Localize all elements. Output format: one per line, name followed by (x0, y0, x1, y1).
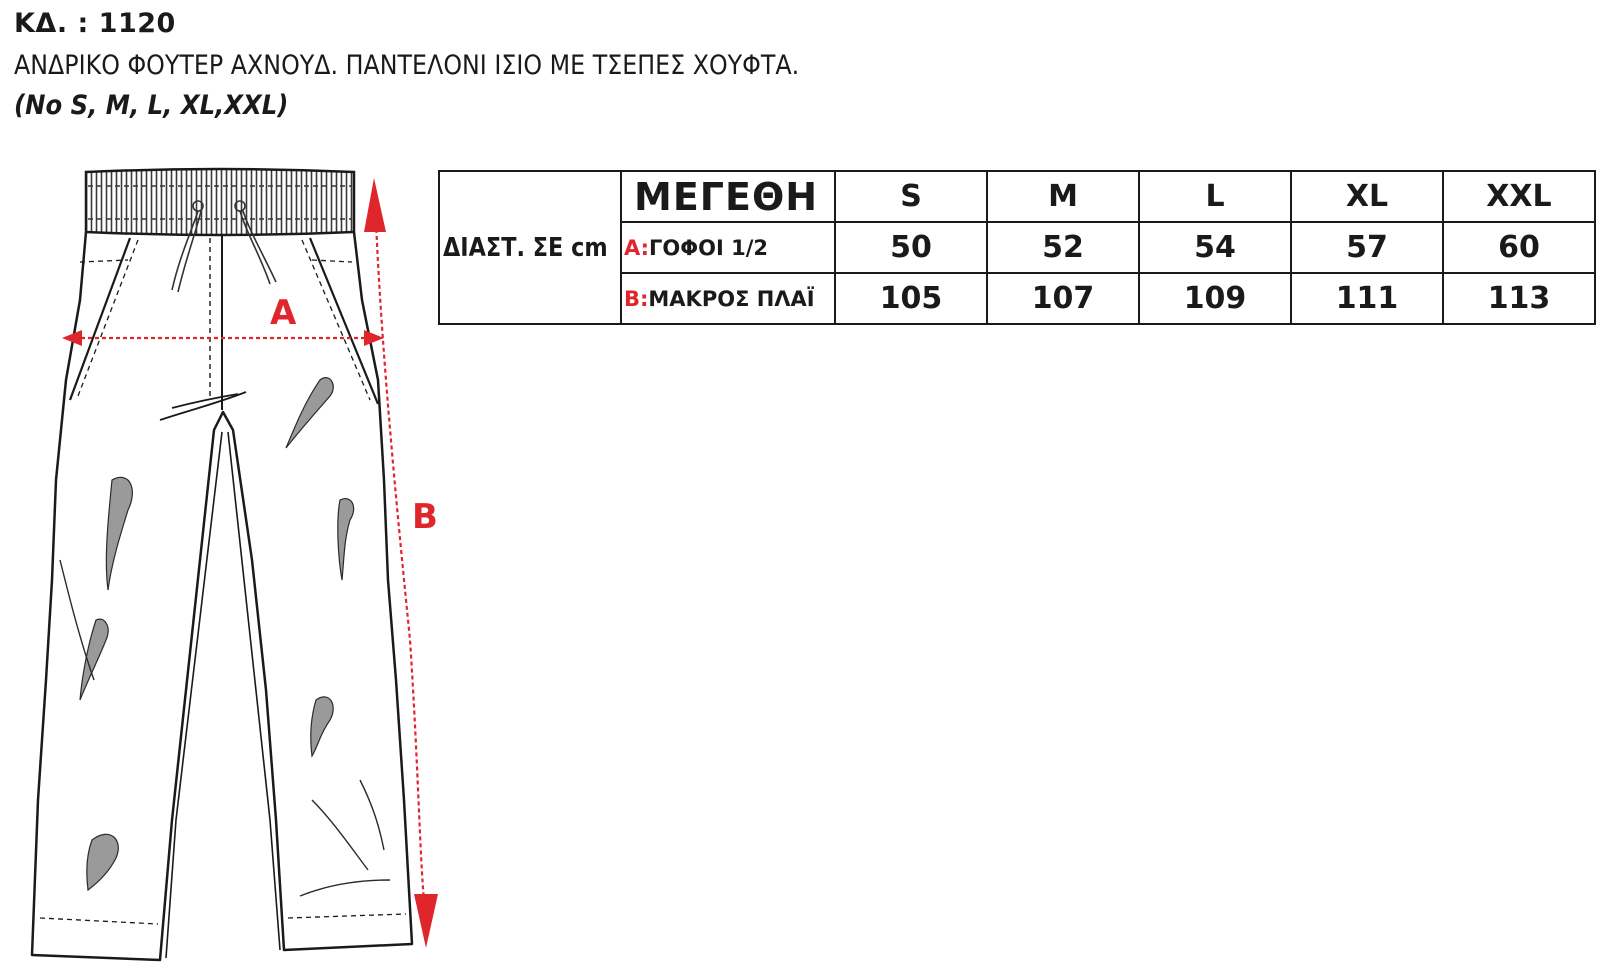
table-cell: 54 (1139, 222, 1291, 273)
table-cell: 50 (835, 222, 987, 273)
row-text-hips: ΓΟΦΟΙ 1/2 (649, 235, 769, 260)
label-a: A (270, 293, 297, 333)
table-cell: 109 (1139, 273, 1291, 324)
table-cell: 105 (835, 273, 987, 324)
size-header-xl: XL (1291, 171, 1443, 222)
table-cell: 57 (1291, 222, 1443, 273)
fly-stitching (160, 392, 246, 420)
size-header-m: M (987, 171, 1139, 222)
dimension-unit-label: ΔΙΑΣΤ. ΣΕ cm (439, 171, 621, 324)
table-cell: 111 (1291, 273, 1443, 324)
sizes-header: ΜΕΓΕΘΗ (621, 171, 835, 222)
product-description: ΑΝΔΡΙΚΟ ΦΟΥΤΕΡ ΑΧΝΟΥΔ. ΠΑΝΤΕΛΟΝΙ ΙΣΙΟ ΜΕ ΤΣΕΠΕΣ ΧΟΥΦΤΑ. (14, 50, 800, 81)
fabric-folds (80, 378, 354, 890)
size-chart-table (438, 170, 1596, 325)
waistband (86, 169, 354, 235)
row-label-hips (621, 222, 835, 273)
row-letter-b: B: (624, 286, 649, 311)
size-header-s: S (835, 171, 987, 222)
measurement-b (364, 178, 438, 948)
table-cell: 113 (1443, 273, 1595, 324)
row-text-side-length: ΜΑΚΡΟΣ ΠΛΑΪ (648, 286, 815, 311)
pockets (70, 238, 378, 404)
available-sizes-note: (No S, M, L, XL,XXL) (14, 90, 289, 121)
size-header-l: L (1139, 171, 1291, 222)
row-label-side-length (621, 273, 835, 324)
table-cell: 60 (1443, 222, 1595, 273)
product-code: ΚΔ. : 1120 (14, 8, 176, 39)
table-cell: 107 (987, 273, 1139, 324)
table-header-row (439, 171, 1595, 222)
table-cell: 52 (987, 222, 1139, 273)
row-letter-a: A: (624, 235, 650, 260)
size-header-xxl: XXL (1443, 171, 1595, 222)
pants-technical-drawing (0, 150, 460, 979)
label-b: B (412, 497, 438, 537)
